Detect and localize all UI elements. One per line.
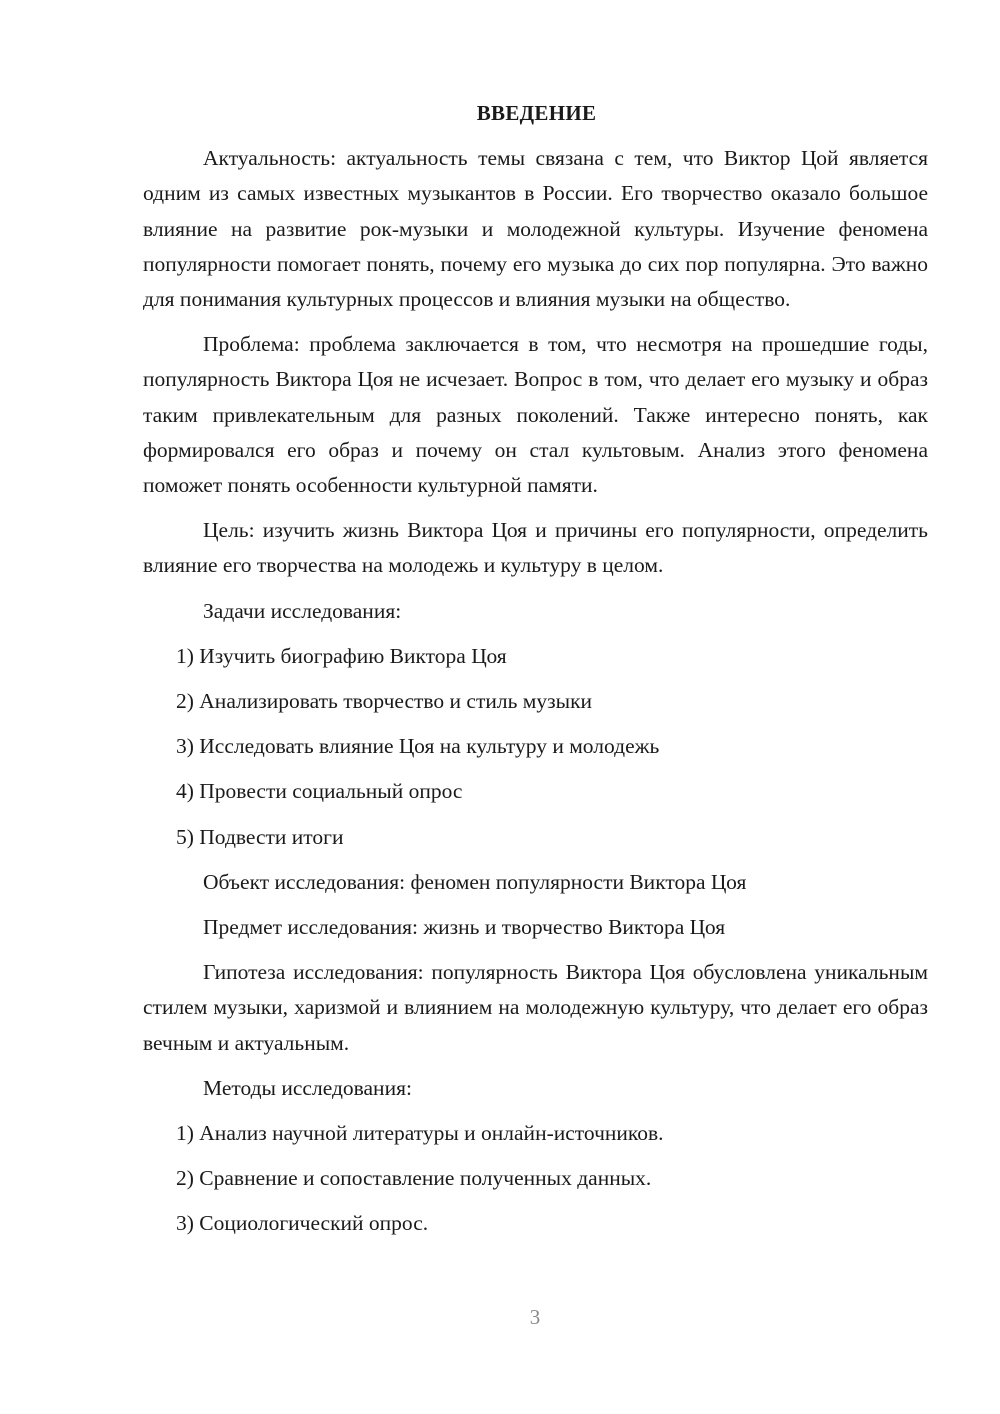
paragraph-problem: Проблема: проблема заключается в том, что несмотря на прошедшие годы, популярность Виктора Цоя не исчезает. Вопрос в том, что делает его музыку и образ таким привлекательным для разных поколений. Также интересно понять, как формировался его образ и почему он стал культовым. Анализ этого феномена поможет понять особенности культурной памяти. <box>143 332 928 498</box>
list-item: 3) Социологический опрос. <box>176 1211 429 1236</box>
page-number: 3 <box>529 1305 541 1329</box>
list-item: 2) Сравнение и сопоставление полученных данных. <box>176 1166 652 1191</box>
list-item: 3) Исследовать влияние Цоя на культуру и молодежь <box>176 734 660 759</box>
research-object: Объект исследования: феномен популярности Виктора Цоя <box>203 869 747 894</box>
research-subject: Предмет исследования: жизнь и творчество Виктора Цоя <box>203 915 726 940</box>
paragraph-relevance: Актуальность: актуальность темы связана с тем, что Виктор Цой является одним из самых известных музыкантов в России. Его творчество оказало большое влияние на развитие рок-музыки и молодежной культуры. Изучение феномена популярности помогает понять, почему его музыка до сих пор популярна. Это важно для понимания культурных процессов и влияния музыки на общество. <box>143 146 928 312</box>
methods-list <box>143 1116 928 1242</box>
section-title: ВВЕДЕНИЕ <box>476 101 597 125</box>
list-item: 1) Анализ научной литературы и онлайн-источников. <box>176 1121 664 1146</box>
paragraph-goal: Цель: изучить жизнь Виктора Цоя и причины его популярности, определить влияние его творчества на молодежь и культуру в целом. <box>143 518 928 578</box>
list-item: 5) Подвести итоги <box>176 824 344 849</box>
paragraph-hypothesis: Гипотеза исследования: популярность Виктора Цоя обусловлена уникальным стилем музыки, харизмой и влиянием на молодежную культуру, что делает его образ вечным и актуальным. <box>143 960 928 1055</box>
list-item: 2) Анализировать творчество и стиль музыки <box>176 689 593 714</box>
tasks-heading: Задачи исследования: <box>203 598 402 623</box>
list-item: 1) Изучить биографию Виктора Цоя <box>176 643 507 668</box>
methods-heading: Методы исследования: <box>203 1075 412 1100</box>
tasks-list <box>143 639 928 855</box>
document-page <box>143 96 928 1252</box>
list-item: 4) Провести социальный опрос <box>176 779 463 804</box>
